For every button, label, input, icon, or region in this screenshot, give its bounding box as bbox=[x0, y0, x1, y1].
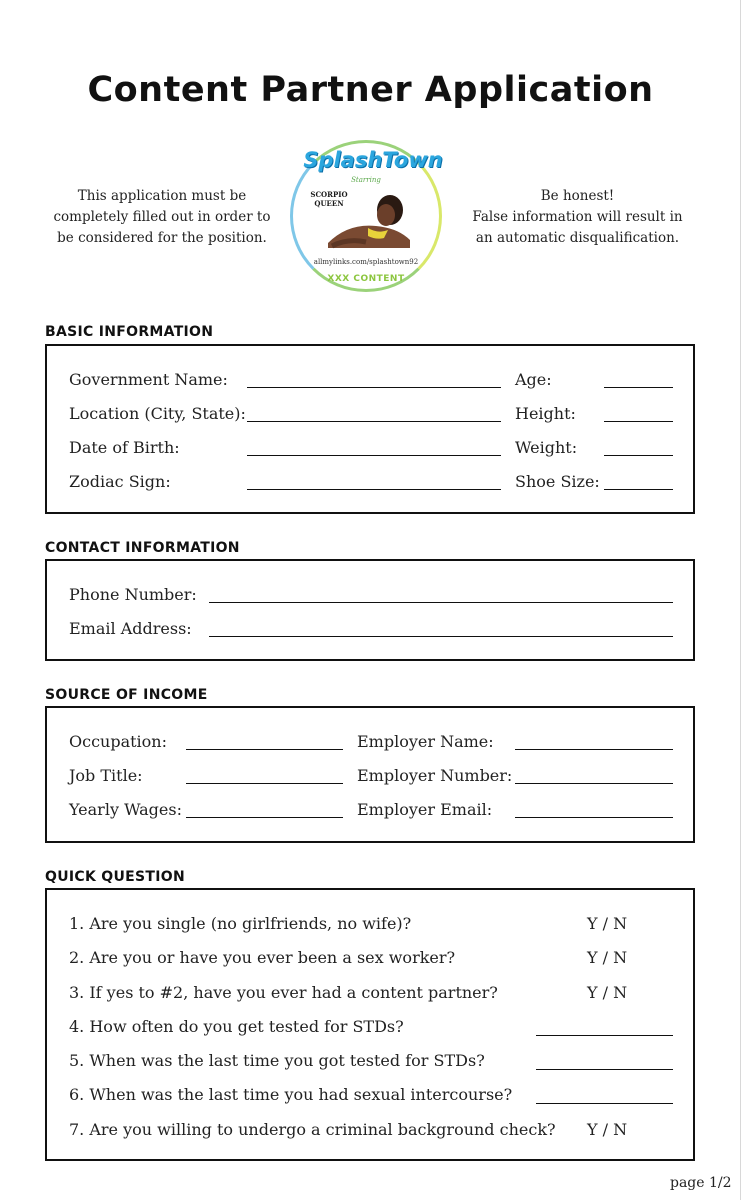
employer-number-field[interactable] bbox=[515, 783, 673, 784]
job-title-field[interactable] bbox=[186, 783, 343, 784]
email-field[interactable] bbox=[209, 636, 673, 637]
page-title: Content Partner Application bbox=[87, 70, 654, 110]
intro-right-text bbox=[470, 186, 685, 249]
weight-field[interactable] bbox=[604, 455, 673, 456]
splashtown-logo bbox=[290, 140, 450, 300]
phone-label: Phone Number: bbox=[69, 585, 197, 604]
income-box bbox=[45, 706, 695, 843]
question-7: 7. Are you willing to undergo a criminal background check? bbox=[69, 1120, 556, 1139]
dob-field[interactable] bbox=[247, 455, 501, 456]
zodiac-label: Zodiac Sign: bbox=[69, 472, 171, 491]
income-heading: SOURCE OF INCOME bbox=[45, 687, 208, 703]
wages-field[interactable] bbox=[186, 817, 343, 818]
occupation-field[interactable] bbox=[186, 749, 343, 750]
logo-name-1: SCORPIO bbox=[310, 190, 348, 199]
basic-info-heading: BASIC INFORMATION bbox=[45, 324, 214, 340]
intro-left-text: This application must be completely filled out in order to be considered for the position. bbox=[53, 188, 271, 246]
question-5-field[interactable] bbox=[536, 1069, 673, 1070]
question-6: 6. When was the last time you had sexual intercourse? bbox=[69, 1085, 513, 1104]
age-field[interactable] bbox=[604, 387, 673, 388]
questions-box bbox=[45, 888, 695, 1161]
shoe-size-field[interactable] bbox=[604, 489, 673, 490]
contact-info-box bbox=[45, 559, 695, 661]
question-6-field[interactable] bbox=[536, 1103, 673, 1104]
page-number: page 1/2 bbox=[670, 1175, 732, 1191]
logo-tag: XXX CONTENT bbox=[327, 274, 405, 284]
employer-email-field[interactable] bbox=[515, 817, 673, 818]
basic-info-box bbox=[45, 344, 695, 514]
logo-starring: Starring bbox=[351, 176, 381, 184]
employer-email-label: Employer Email: bbox=[357, 800, 493, 819]
logo-url: allmylinks.com/splashtown92 bbox=[313, 258, 419, 266]
occupation-label: Occupation: bbox=[69, 732, 167, 751]
logo-brand: SplashTown bbox=[303, 148, 443, 172]
question-2: 2. Are you or have you ever been a sex worker? bbox=[69, 948, 456, 967]
question-2-yn[interactable]: Y / N bbox=[587, 948, 628, 967]
question-4-field[interactable] bbox=[536, 1035, 673, 1036]
age-label: Age: bbox=[515, 370, 552, 389]
phone-field[interactable] bbox=[209, 602, 673, 603]
question-1-yn[interactable]: Y / N bbox=[587, 914, 628, 933]
question-4: 4. How often do you get tested for STDs? bbox=[69, 1017, 404, 1036]
email-label: Email Address: bbox=[69, 619, 192, 638]
intro-right-line-2: False information will result in an automatic disqualification. bbox=[472, 209, 683, 246]
question-5: 5. When was the last time you got tested for STDs? bbox=[69, 1051, 485, 1070]
question-7-yn[interactable]: Y / N bbox=[587, 1120, 628, 1139]
job-title-label: Job Title: bbox=[69, 766, 143, 785]
location-field[interactable] bbox=[247, 421, 501, 422]
logo-name bbox=[300, 190, 358, 208]
shoe-size-label: Shoe Size: bbox=[515, 472, 600, 491]
question-1: 1. Are you single (no girlfriends, no wife)? bbox=[69, 914, 412, 933]
weight-label: Weight: bbox=[515, 438, 578, 457]
intro-right-line-1: Be honest! bbox=[540, 188, 615, 204]
dob-label: Date of Birth: bbox=[69, 438, 180, 457]
employer-name-label: Employer Name: bbox=[357, 732, 494, 751]
question-3-yn[interactable]: Y / N bbox=[587, 983, 628, 1002]
questions-heading: QUICK QUESTION bbox=[45, 869, 185, 885]
height-field[interactable] bbox=[604, 421, 673, 422]
logo-name-2: QUEEN bbox=[314, 199, 344, 208]
question-3: 3. If yes to #2, have you ever had a content partner? bbox=[69, 983, 498, 1002]
employer-name-field[interactable] bbox=[515, 749, 673, 750]
height-label: Height: bbox=[515, 404, 576, 423]
zodiac-field[interactable] bbox=[247, 489, 501, 490]
employer-number-label: Employer Number: bbox=[357, 766, 513, 785]
gov-name-label: Government Name: bbox=[69, 370, 228, 389]
gov-name-field[interactable] bbox=[247, 387, 501, 388]
contact-info-heading: CONTACT INFORMATION bbox=[45, 540, 240, 556]
wages-label: Yearly Wages: bbox=[69, 800, 182, 819]
location-label: Location (City, State): bbox=[69, 404, 246, 423]
